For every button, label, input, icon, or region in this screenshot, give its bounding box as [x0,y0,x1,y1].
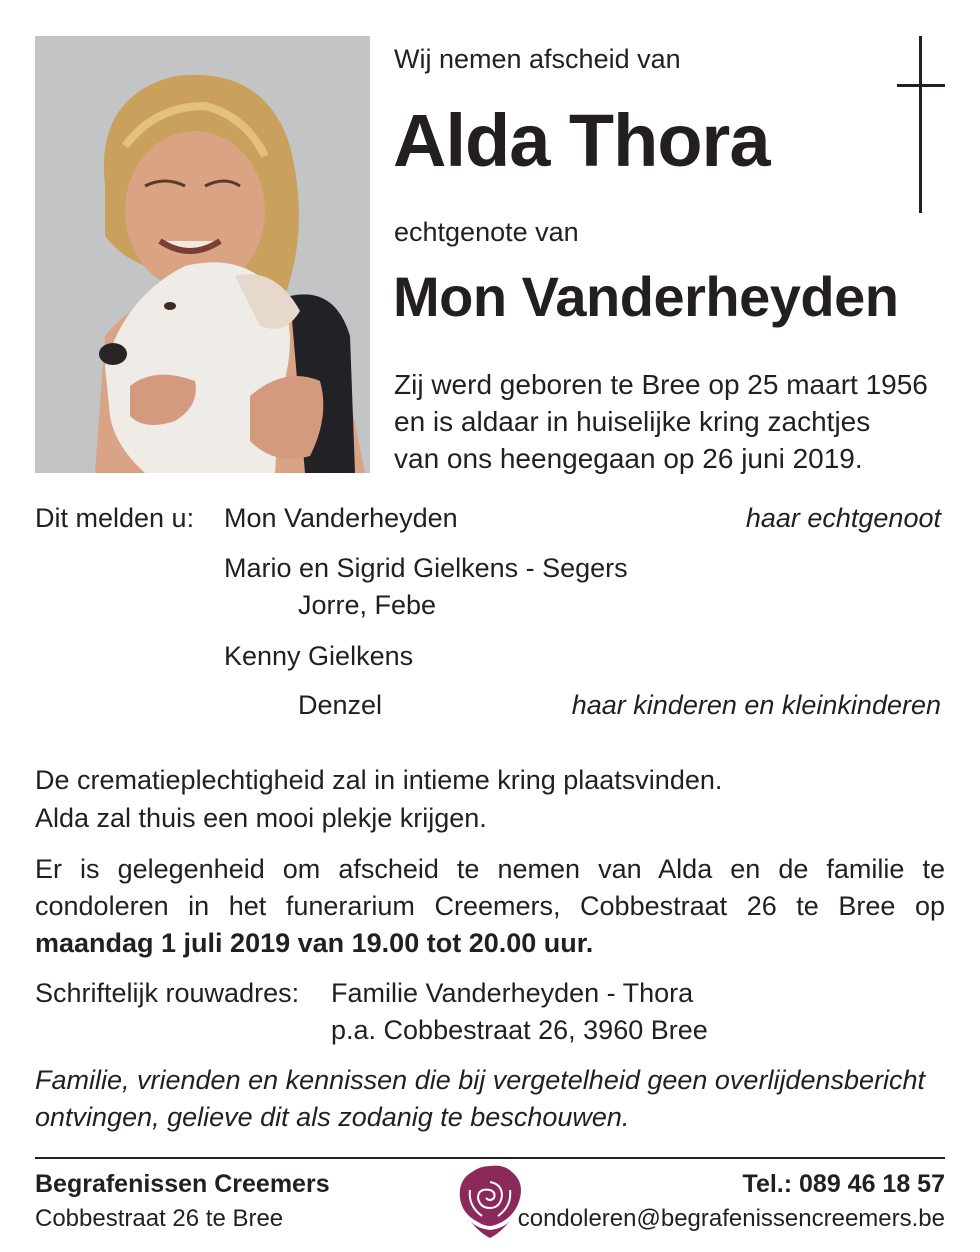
company-street: Cobbestraat 26 te Bree [35,1205,284,1232]
company-phone: Tel.: 089 46 18 57 [742,1170,945,1198]
company-name: Begrafenissen Creemers [35,1170,330,1198]
address-label: Schriftelijk rouwadres: [35,978,300,1008]
bio-line: Zij werd geboren te Bree op 25 maart 1956 [394,369,928,400]
rose-icon [454,1162,526,1242]
condolence-paragraph [35,851,945,962]
biography [394,366,928,477]
notice-line: ontvingen, gelieve dit als zodanig te beschouwen. [35,1102,630,1132]
intro-text: Wij nemen afscheid van [394,44,681,74]
bio-line: en is aldaar in huiselijke kring zachtjes [394,406,871,437]
ceremony-line: Alda zal thuis een mooi plekje krijgen. [35,803,487,833]
address-line: p.a. Cobbestraat 26, 3960 Bree [331,1015,708,1045]
address-line: Familie Vanderheyden - Thora [331,978,694,1008]
bio-line: van ons heengegaan op 26 juni 2019. [394,443,863,474]
footer-divider [35,1157,945,1159]
condolence-datetime: maandag 1 juli 2019 van 19.00 tot 20.00 uur. [35,928,594,958]
announcer-relation: haar kinderen en kleinkinderen [571,690,941,720]
spouse-name: Mon Vanderheyden [393,265,899,328]
cross-icon [895,36,947,213]
company-email[interactable]: condoleren@begrafenissencreemers.be [517,1205,945,1232]
condolence-text: Er is gelegenheid om afscheid te nemen van Alda en de familie te condoleren in het funerarium Creemers, Cobbestraat 26 te Bree op [35,854,945,921]
announcer-name: Mon Vanderheyden [224,503,458,533]
ceremony-line: De crematieplechtigheid zal in intieme kring plaatsvinden. [35,765,723,795]
spouse-intro: echtgenote van [394,217,579,247]
announcer-relation: haar echtgenoot [745,503,941,533]
notice-line: Familie, vrienden en kennissen die bij vergetelheid geen overlijdensbericht [35,1065,926,1095]
deceased-name: Alda Thora [393,99,770,182]
announcers-label: Dit melden u: [35,503,195,533]
announcer-name: Jorre, Febe [298,590,437,620]
announcer-name: Mario en Sigrid Gielkens - Segers [224,553,628,583]
announcer-name: Kenny Gielkens [224,641,414,671]
portrait-photo [35,36,370,473]
announcer-name: Denzel [298,690,383,720]
